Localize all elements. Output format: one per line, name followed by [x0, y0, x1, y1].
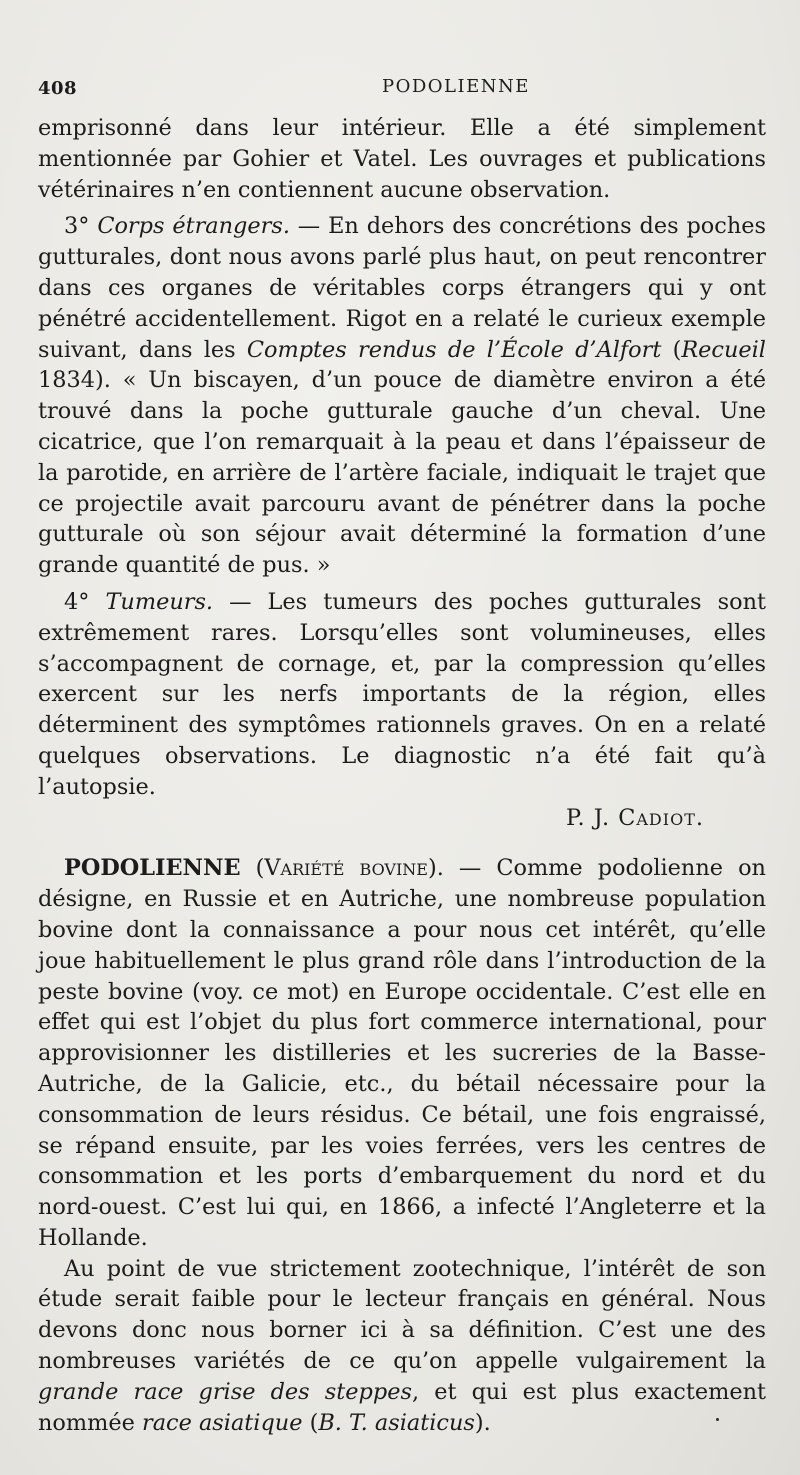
- paragraph-tumeurs: 4° Tumeurs. — Les tumeurs des poches gutturales sont extrêmement rares. Lorsqu’elles sont volumineuses, elles s’accompagnent de cornage, et, par la compression qu’elles exercent sur les nerfs importants de la région, elles déterminent des symptômes rationnels graves. On en a relaté quelques observations. Le diagnostic n’a été fait qu’à l’autopsie.: [38, 588, 766, 800]
- page-header: [38, 74, 770, 104]
- section-number: 4°: [64, 588, 106, 615]
- ink-speck: [716, 1418, 719, 1421]
- section-title: Tumeurs.: [105, 588, 214, 615]
- entry-podolienne: PODOLIENNE (Variété bovine). — Comme podolienne on désigne, en Russie et en Autriche, une nombreuse population bovine dont la connaissance a pour nous cet intérêt, qu’elle joue habituellement le plus grand rôle dans l’introduction de la peste bovine (voy. ce mot) en Europe occidentale. C’est elle en effet qui est l’objet du plus fort commerce international, pour approvisionner les distilleries et les sucreries de la Basse-Autriche, de la Galicie, etc., du bétail nécessaire pour la consommation de leurs résidus. Ce bétail, une fois engraissé, se répand ensuite, par les voies ferrées, vers les centres de consommation et les ports d’embarquement du nord et du nord-ouest. C’est lui qui, en 1866, a infecté l’Angleterre et la Hollande.: [38, 855, 766, 1251]
- page-number: 408: [38, 78, 78, 99]
- author-signature: P. J. Cadiot.: [566, 804, 704, 831]
- paragraph-corps-etrangers: 3° Corps étrangers. — En dehors des concrétions des poches gutturales, dont nous avons parlé plus haut, on peut rencontrer dans ces organes de véritables corps étrangers qui y ont pénétré accidentellement. Rigot en a relaté le curieux exemple suivant, dans les Comptes rendus de l’École d’Alfort (Recueil 1834). « Un biscayen, d’un pouce de diamètre environ a été trouvé dans la poche gutturale gauche d’un cheval. Une cicatrice, que l’on remarquait à la peau et dans l’épaisseur de la parotide, en arrière de l’artère faciale, indiquait le trajet que ce projectile avait parcouru avant de pénétrer dans la poche gutturale où son séjour avait déterminé la formation d’une grande quantité de pus. »: [38, 213, 766, 579]
- paragraph-zootechnique: Au point de vue strictement zootechnique, l’intérêt de son étude serait faible pour le lecteur français en général. Nous devons donc nous borner ici à sa définition. C’est une des nombreuses variétés de ce qu’on appelle vulgairement la grande race grise des steppes, et qui est plus exactement nommée race asiatique (B. T. asiaticus).: [38, 1255, 766, 1436]
- entry-headword: PODOLIENNE: [64, 855, 241, 882]
- page-body: [38, 113, 766, 1438]
- entry-subtitle: (Variété bovine).: [240, 855, 444, 882]
- section-number: 3°: [64, 213, 98, 240]
- section-title: Corps étrangers.: [97, 213, 290, 240]
- paragraph-continuation: emprisonné dans leur intérieur. Elle a été simplement mentionnée par Gohier et Vatel. Les ouvrages et publications vétérinaires n’en contiennent aucune observation.: [38, 115, 766, 203]
- citation-source: Recueil: [681, 336, 766, 363]
- citation-title: Comptes rendus de l’École d’Alfort: [246, 336, 662, 363]
- running-title: PODOLIENNE: [382, 76, 530, 97]
